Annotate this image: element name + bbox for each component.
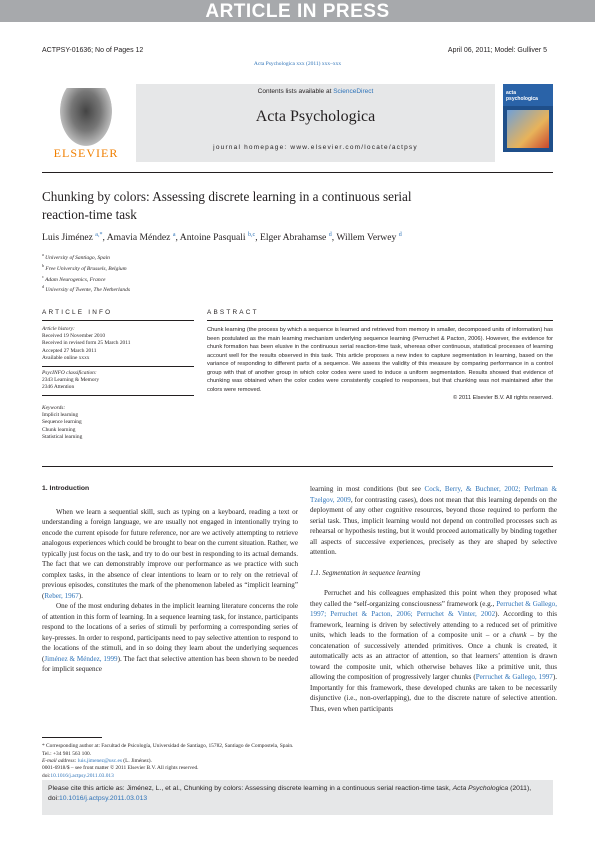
citation-link[interactable]: Reber, 1967: [44, 591, 79, 600]
author-affil-link[interactable]: d: [398, 232, 402, 238]
sciencedirect-link[interactable]: ScienceDirect: [333, 88, 374, 95]
psycinfo-item: 2343 Learning & Memory: [42, 377, 100, 384]
cover-text-line1: acta: [506, 90, 517, 96]
elsevier-logo: [42, 84, 130, 166]
info-divider: [42, 395, 194, 396]
elsevier-tree-icon: [60, 88, 112, 146]
abstract-bottom-rule: [42, 466, 553, 467]
keywords-label: Keywords:: [42, 405, 66, 411]
article-info-heading: ARTICLE INFO: [42, 309, 113, 316]
affiliation: $^a$ University of Santiago, Spain: [42, 252, 110, 261]
history-label: Article history:: [42, 326, 75, 332]
psycinfo-label: PsycINFO classification:: [42, 370, 97, 376]
author-affil-link[interactable]: a,*: [95, 232, 103, 238]
citation-link[interactable]: Perruchet & Gallego, 1997; Perruchet & Pacton, 2006; Perruchet & Vinter, 2002: [310, 599, 557, 618]
affiliation: $^b$ Free University of Brussels, Belgium: [42, 262, 127, 272]
abstract-rule: [207, 320, 553, 321]
abstract-text: Chunk learning (the process by which a sequence is learned and retrieved from memory in smaller, decomposed units of information) has been postulated as the main learning mechanism underlying sequence learning (Perruchet & Pacton, 2006). However, the evidence for chunk formation has been elusive in the continuous serial reaction-time task, whereas other continuous, statistical processes of learning account well for the results observed in this task. This article proposes a new index to capture segmentation in learning, based on the variance of responding to different parts of a sequence. We assess the validity of this measure by comparing performance in a control group with that of another group in which color codes were used to induce a uniform segmentation. Results showed that evidence of chunking was obtained when the color codes were consistently coupled to responses, but that chunking was not maintained after the colors were removed.: [207, 327, 553, 393]
paragraph: When we learn a sequential skill, such as typing on a keyboard, reading a text or understanding a foreign language, we are usually not engaged in intentionally trying to encode the current episode for future reference, nor are we actively attempting to retrieve analogous experiences which could be brought to bear on the current situation. Rather, we typically just focus on the task, and try to do our best in responding to its actual demands. The fact that we can demonstrably improve our performance as we practice with such complex tasks, in the absence of clear intentions to learn or to rely on the retrieval of previous episodes, constitutes the mark of the phenomenon labeled as “implicit learning” (Reber, 1967).: [42, 507, 298, 600]
doi-link[interactable]: 10.1016/j.actpsy.2011.03.013: [50, 772, 114, 779]
citation-link[interactable]: Jiménez & Méndez, 1999: [44, 654, 118, 663]
issn-doi: [42, 765, 298, 780]
keyword: Implicit learning: [42, 412, 79, 419]
affiliations: [42, 251, 130, 294]
abstract-body: [207, 326, 553, 403]
journal-title: Acta Psychologica: [255, 108, 376, 125]
paragraph: Perruchet and his colleagues emphasized this point when they proposed what they called the “self-organizing consciousness” framework (e.g., Perruchet & Gallego, 1997; Perruchet & Pacton, 2006; Perruchet & Vinter, 2002). According to this framework, learning is driven by selectively attending to a reduced set of primitive units, which leads to the formation of a composite unit – or a chunk – by the concatenation of successively attended primitives. Once a chunk is created, it automatically acts as an attractor of attention, so that learners’ attention is drawn toward the composite unit, which otherwise behaves like a primitive unit, thus allowing the composition of progressively larger chunks (Perruchet & Gallego, 1997). Importantly for this framework, these developed chunks are taken to be necessarily disjunctive (i.e., non-overlapping), due to the discrete nature of selective attention. Thus, even when participants: [310, 589, 557, 713]
info-divider: [42, 366, 194, 367]
cover-text-line2: psychologica: [506, 96, 538, 102]
paragraph: One of the most enduring debates in the implicit learning literature concerns the role of attention in this form of learning. In a sequence learning task, for instance, participants respond to the locations of a series of stimuli by performing a corresponding series of key-presses. In order to respond, participants need to pay selective attention to respond to the locations of the stimuli, and in so doing they learn about the underlying sequences (Jiménez & Méndez, 1999). The fact that selective attention has been shown to be needed for implicit sequence: [42, 602, 298, 673]
article-title: [42, 188, 553, 224]
author-name: Elger Abrahamse: [259, 232, 327, 244]
footnote: [42, 743, 298, 766]
article-info-rule: [42, 320, 194, 321]
history-item: Received 19 November 2010: [42, 333, 106, 340]
author-affil-link[interactable]: d: [328, 232, 332, 238]
history-item: Accepted 27 March 2011: [42, 347, 97, 354]
publisher-name: ELSEVIER: [53, 146, 119, 160]
psycinfo-classification: [42, 370, 192, 392]
email-line: E-mail address: luis.jimenez@usc.es (L. Jiménez).: [42, 758, 152, 764]
body-right-column: [310, 484, 557, 714]
contents-prefix: Contents lists available at: [257, 88, 332, 95]
citation-text: Please cite this article as: Jiménez, L., et al., Chunking by colors: Assessing discrete learning in a continuous serial reaction-time task, Acta Psychologica (2011), doi:10.1016/j.actpsy.2011.03.013: [48, 785, 532, 802]
section-heading: 1. Introduction: [42, 485, 90, 492]
author-name: Willem Verwey: [336, 232, 397, 244]
affiliation: $^d$ University of Twente, The Netherlands: [42, 284, 131, 294]
author-affil-link[interactable]: a: [172, 232, 176, 238]
citation-journal: Acta Psychologica: [452, 785, 509, 792]
author-name: Amavia Méndez: [106, 232, 171, 244]
contents-line: [136, 88, 495, 95]
body-left-column: [42, 484, 298, 675]
journal-cover-image: [503, 84, 553, 152]
psycinfo-item: 2346 Attention: [42, 384, 75, 391]
keyword: Sequence learning: [42, 419, 82, 426]
journal-reference-link[interactable]: Acta Psychologica xxx (2011) xxx–xxx: [253, 61, 342, 67]
author-affil-link[interactable]: b,c: [248, 232, 256, 238]
author-name: Antoine Pasquali: [179, 232, 246, 244]
history-item: Received in revised form 25 March 2011: [42, 340, 131, 347]
citation-doi-link[interactable]: 10.1016/j.actpsy.2011.03.013: [58, 795, 148, 802]
citation-link[interactable]: Cock, Berry, & Buchner, 2002; Perlman & Tzelgov, 2009: [310, 485, 557, 504]
header-rule: [42, 172, 553, 173]
journal-homepage-link[interactable]: journal homepage: www.elsevier.com/locate/actpsy: [213, 144, 418, 151]
citation-link[interactable]: Perruchet & Gallego, 1997: [475, 673, 553, 681]
article-history: [42, 326, 192, 362]
author-list: Luis Jiménez $^{a,*}$, Amavia Méndez $^a$, Antoine Pasquali $^{b,c}$, Elger Abrahamse $^d$, Willem Verwey $^d$: [42, 232, 402, 244]
footnote-rule: [42, 737, 102, 738]
keyword: Statistical learning: [42, 433, 83, 440]
running-header-left: ACTPSY-01636; No of Pages 12: [42, 47, 144, 54]
running-header-right: April 06, 2011; Model: Gulliver 5: [447, 47, 547, 54]
author-name: Luis Jiménez: [42, 232, 93, 244]
affiliation: $^c$ Adam Neurogenics, France: [42, 273, 106, 283]
email-link[interactable]: luis.jimenez@usc.es: [77, 758, 122, 764]
issn-line: 0001-6918/$ – see front matter © 2011 Elsevier B.V. All rights reserved.: [42, 765, 199, 771]
doi-line: doi:10.1016/j.actpsy.2011.03.013: [42, 772, 114, 779]
corresponding-author-note: * Corresponding author at: Facultad de Psicología, Universidad de Santiago, 15782, Santiago de Compostela, Spain. Tel.: +34 981 563 100.: [42, 743, 294, 757]
article-title-line2: reaction-time task: [42, 207, 137, 222]
abstract-copyright: © 2011 Elsevier B.V. All rights reserved.: [453, 395, 553, 401]
article-title-line1: Chunking by colors: Assessing discrete learning in a continuous serial: [42, 189, 412, 204]
abstract-heading: ABSTRACT: [207, 309, 259, 316]
paragraph: learning in most conditions (but see Cock, Berry, & Buchner, 2002; Perlman & Tzelgov, 2009, for contrasting cases), does not mean that this learning depends on the deployment of any other cognitive resources, beyond those required to perform the serial task. Thus, implicit learning would not depend on controlled processes such as rehearsal or hypothesis testing, but it would proceed automatically by binding together all aspects of successive experiences, precisely as they are shaped by selective attention.: [310, 485, 558, 556]
article-in-press-banner: ARTICLE IN PRESS: [0, 0, 595, 22]
keyword: Chunk learning: [42, 426, 76, 433]
subsection-heading: 1.1. Segmentation in sequence learning: [310, 568, 421, 577]
history-item: Available online xxxx: [42, 354, 90, 361]
keywords: [42, 405, 192, 441]
